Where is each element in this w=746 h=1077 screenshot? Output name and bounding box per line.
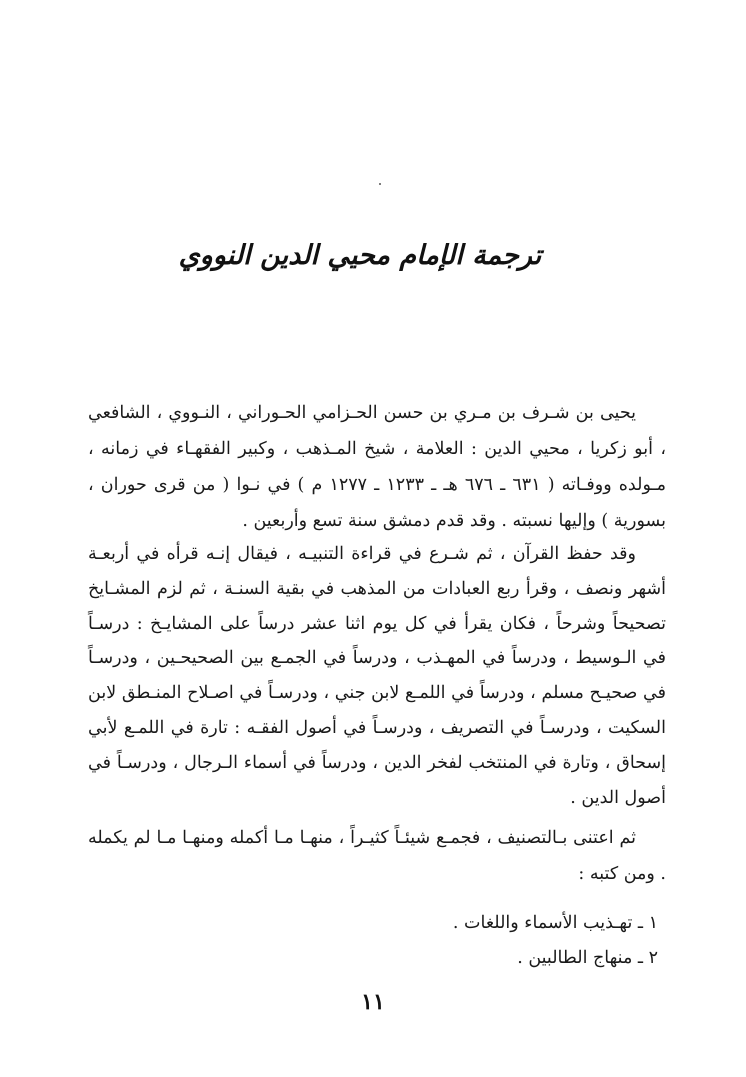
paragraph-biography (88, 395, 666, 539)
books-list (338, 906, 658, 976)
page-title: ترجمة الإمام محيي الدين النووي (178, 240, 542, 271)
paragraph-text: وقد حفظ القرآن ، ثم شـرع في قراءة التنبيـه ، فيقال إنـه قرأه في أربعـة أشهر ونصف ، وقرأ ربع العبادات من المذهب في بقية السنـة ، ثم لزم المشـايخ تصحيحاً وشرحاً ، فكان يقرأ في كل يوم اثنا عشر درساً على المشايـخ : درسـاً في الـوسيط ، ودرساً في المهـذب ، ودرساً في الجمـع بين الصحيحـين ، ودرسـاً في صحيـح مسلم ، ودرساً في اللمـع لابن جني ، ودرسـاً في اصـلاح المنـطق لابن السكيت ، ودرسـاً في التصريف ، ودرسـاً في أصول الفقـه : تارة في اللمـع لأبي إسحاق ، وتارة في المنتخب لفخر الدين ، ودرساً في أسماء الـرجال ، ودرسـاً في أصول الدين . (88, 544, 666, 808)
paragraph-writings (88, 820, 666, 892)
list-item: ١ ـ تهـذيب الأسماء واللغات . (452, 913, 658, 933)
paragraph-text: يحيى بن شـرف بن مـري بن حسن الحـزامي الحـوراني ، النـووي ، الشافعي ، أبو زكريا ، محيي الدين : العلامة ، شيخ المـذهب ، وكبير الفقهـاء في زمانه ، مـولده ووفـاته ( ٦٣١ ـ ٦٧٦ هـ ـ ١٢٣٣ ـ ١٢٧٧ م ) في نـوا ( من قرى حوران ، بسورية ) وإليها نسبته . وقد قدم دمشق سنة تسع وأربعين . (88, 403, 666, 531)
paragraph-text: ثم اعتنى بـالتصنيف ، فجمـع شيئـاً كثيـراً ، منهـا مـا أكمله ومنهـا مـا لم يكمله . ومن كتبه : (88, 828, 666, 884)
list-item: ٢ ـ منهاج الطالبين . (517, 948, 658, 968)
page-number: ١١ (361, 989, 385, 1015)
paragraph-studies (88, 537, 666, 815)
decorative-dot (379, 183, 381, 185)
